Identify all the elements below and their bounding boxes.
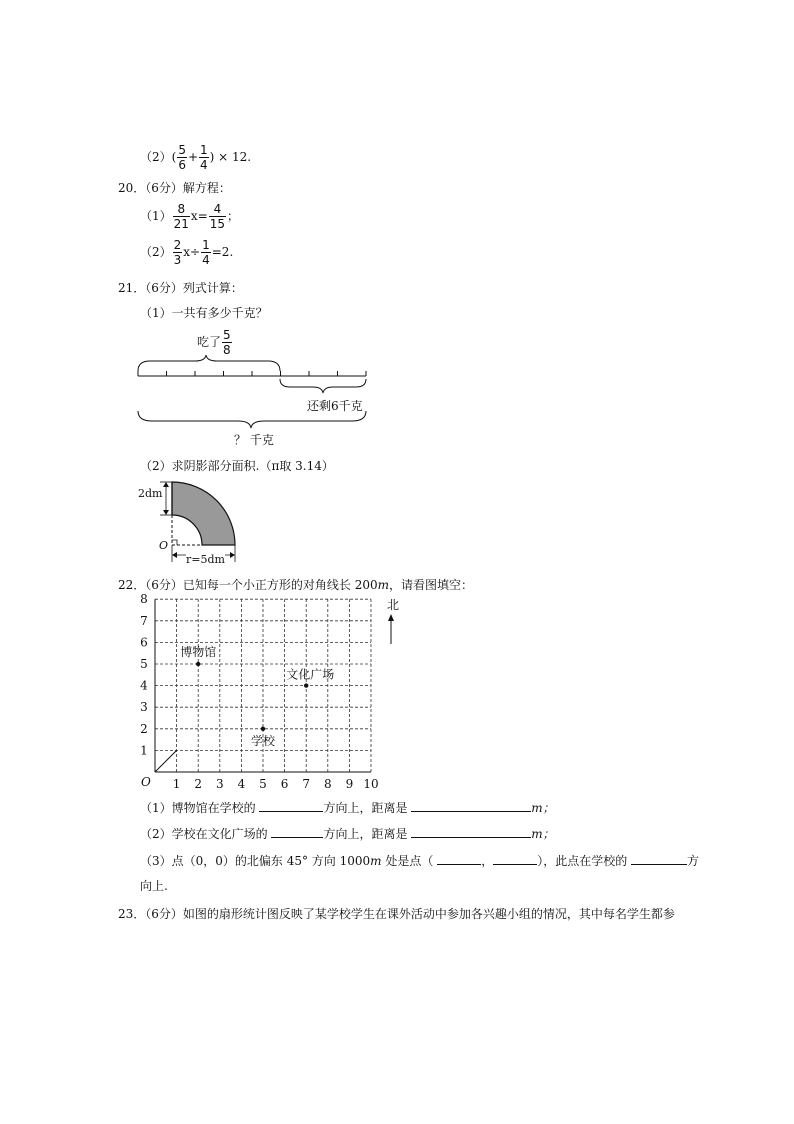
- q22-q3: [140, 852, 699, 869]
- remain-brace: [280, 379, 366, 393]
- q21-header: 21．（6分）列式计算：: [118, 281, 243, 295]
- unit: m: [377, 578, 390, 592]
- numerator: 1: [202, 238, 210, 252]
- coordinate-grid: [130, 588, 410, 793]
- question-text: 方向上，距离是: [323, 827, 412, 841]
- eaten-text: 吃了: [197, 335, 222, 349]
- answer-blank[interactable]: [259, 800, 323, 812]
- arrow-head: [230, 552, 235, 558]
- question-text: ），此点在学校的: [537, 854, 632, 868]
- equation-mid: x÷: [183, 245, 201, 259]
- fraction: [199, 144, 209, 171]
- location-label: 学校: [251, 733, 276, 748]
- diagonal-segment: [155, 750, 177, 772]
- origin-label: O: [159, 539, 169, 552]
- radius-label: r=5dm: [186, 553, 225, 566]
- arrow-head: [172, 552, 177, 558]
- width-label: 2dm: [138, 487, 163, 500]
- x-tick-label: 9: [345, 777, 354, 791]
- fraction: [209, 203, 226, 230]
- remain-label: 还剩6千克: [307, 399, 363, 413]
- numerator: 1: [200, 143, 208, 157]
- question-text: （1）博物馆在学校的: [140, 801, 260, 815]
- q21-part1: （1）一共有多少千克？: [140, 306, 268, 320]
- answer-blank[interactable]: [437, 853, 481, 865]
- q20-part1: [140, 203, 239, 230]
- question-text: 方: [687, 854, 700, 868]
- q19-tail: ) × 12.: [209, 150, 252, 164]
- north-arrow-icon: [388, 614, 394, 621]
- answer-blank[interactable]: [411, 826, 531, 838]
- question-text: 处是点（: [381, 854, 438, 868]
- x-tick-label: 3: [215, 777, 224, 791]
- question-text: 方向上，距离是: [323, 801, 412, 815]
- question-text: （2）学校在文化广场的: [140, 827, 272, 841]
- unit: m: [370, 854, 382, 868]
- q21-part2: （2）求阴影部分面积.（π取 3.14）: [140, 459, 334, 473]
- fraction: [173, 239, 183, 266]
- location-label: 文化广场: [286, 667, 335, 682]
- north-label: 北: [387, 598, 400, 612]
- eaten-label: [197, 329, 233, 356]
- arrow-head: [163, 510, 169, 515]
- x-tick-label: 8: [323, 777, 332, 791]
- arrow-head: [163, 482, 169, 487]
- denominator: 4: [202, 253, 210, 267]
- question-text: （3）点（0，0）的北偏东 45° 方向 1000: [140, 854, 371, 868]
- answer-blank[interactable]: [411, 800, 531, 812]
- q23-header: 23．（6分）如图的扇形统计图反映了某学校学生在课外活动中参加各兴趣小组的情况，其中每名学生都参: [118, 907, 675, 921]
- y-tick-label: 1: [140, 743, 148, 758]
- numerator: 8: [173, 203, 190, 217]
- y-tick-label: 5: [140, 657, 148, 671]
- y-tick-label: 6: [140, 635, 148, 650]
- x-tick-label: 1: [172, 777, 181, 791]
- location-point: [196, 662, 200, 666]
- numerator: 2: [173, 238, 182, 252]
- equation-tail: =2.: [211, 245, 234, 259]
- q20-part2: [140, 239, 233, 266]
- q19-part2: [140, 144, 251, 171]
- denominator: 4: [200, 158, 208, 172]
- numerator: 5: [178, 143, 186, 157]
- y-tick-label: 2: [140, 721, 148, 736]
- x-tick-label: 7: [302, 777, 311, 791]
- segment-ticks: [138, 371, 366, 376]
- q22-q1: [140, 799, 555, 816]
- unit: m；: [531, 827, 555, 841]
- origin-label: O: [141, 775, 151, 789]
- denominator: 21: [173, 217, 189, 231]
- equation-mid: x=: [190, 209, 208, 223]
- question-text: ，: [481, 854, 494, 868]
- y-tick-label: 8: [140, 592, 148, 607]
- total-label: ？ 千克: [234, 433, 274, 447]
- x-tick-label: 5: [259, 777, 267, 791]
- q19-open-paren: (: [171, 150, 177, 164]
- right-angle-mark: [172, 540, 177, 545]
- location-point: [261, 727, 265, 731]
- q20-header: 20．（6分）解方程：: [118, 181, 231, 195]
- numerator: 4: [209, 203, 226, 217]
- q22-q2: [140, 825, 555, 842]
- unit: m；: [531, 801, 555, 815]
- q22-header-text: 22．（6分）已知每一个小正方形的对角线长 200: [118, 578, 378, 592]
- denominator: 15: [209, 217, 226, 231]
- q20-part1-label: （1）: [140, 209, 172, 223]
- x-tick-label: 4: [237, 777, 246, 791]
- denominator: 6: [178, 158, 186, 172]
- equation-tail: ；: [227, 209, 240, 223]
- fraction: [173, 203, 190, 230]
- q22-q3-continued: 向上.: [140, 879, 168, 893]
- denominator: 8: [223, 343, 231, 357]
- location-point: [304, 683, 308, 687]
- q19-part2-label: （2）: [140, 150, 172, 164]
- x-tick-label: 2: [194, 777, 203, 791]
- answer-blank[interactable]: [271, 826, 323, 838]
- top-brace: [138, 355, 280, 371]
- answer-blank[interactable]: [631, 853, 687, 865]
- location-label: 博物馆: [180, 645, 217, 659]
- y-tick-label: 7: [140, 613, 148, 628]
- y-tick-label: 3: [140, 700, 148, 715]
- answer-blank[interactable]: [493, 853, 537, 865]
- x-tick-label: 10: [363, 777, 379, 791]
- denominator: 3: [173, 253, 182, 267]
- x-tick-label: 6: [280, 777, 289, 791]
- fraction: [177, 144, 187, 171]
- fraction: [222, 329, 232, 356]
- fraction: [201, 239, 211, 266]
- q22-header-tail: ，请看图填空：: [389, 578, 474, 592]
- q20-part2-label: （2）: [140, 245, 172, 259]
- operator: +: [187, 150, 199, 164]
- y-tick-label: 4: [140, 678, 148, 693]
- numerator: 5: [223, 328, 231, 342]
- shaded-ring-sector: [172, 482, 235, 545]
